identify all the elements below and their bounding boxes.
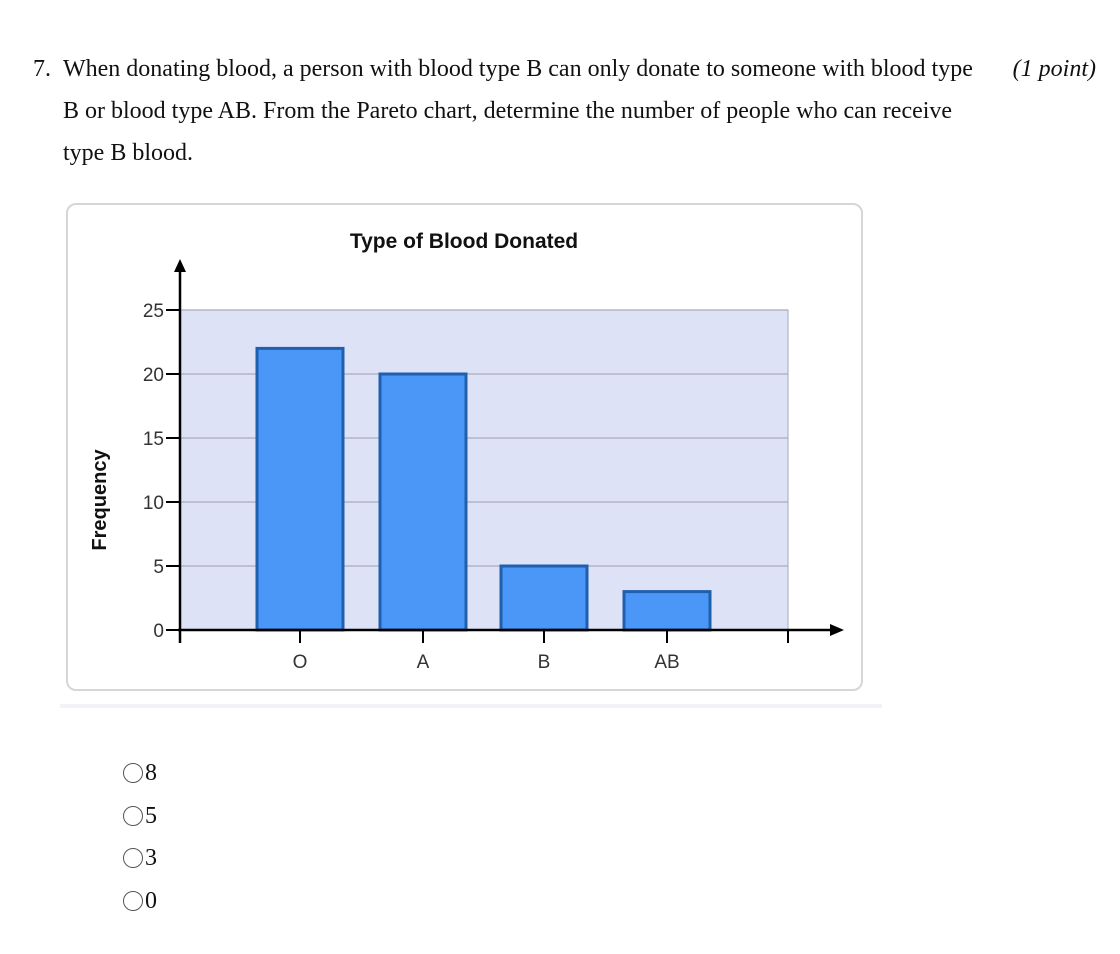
bar-a xyxy=(380,374,466,630)
chart-panel xyxy=(66,203,863,691)
x-tick-label: O xyxy=(292,652,308,673)
y-tick-label: 0 xyxy=(153,621,164,642)
x-tick-label: A xyxy=(416,652,430,673)
x-tick-label: B xyxy=(537,652,551,673)
y-tick-label: 15 xyxy=(142,429,164,450)
answer-choice-4[interactable] xyxy=(123,880,157,923)
question-text: When donating blood, a person with blood type B can only donate to someone with blood type B or blood type AB. From the Pareto chart, determine the number of people who can receive type B blood. xyxy=(63,56,973,166)
y-axis-arrow xyxy=(174,259,186,272)
answer-choice-label: 8 xyxy=(145,760,157,787)
x-axis-arrow xyxy=(830,624,844,636)
y-axis-label: Frequency xyxy=(89,449,111,551)
bar-ab xyxy=(624,592,710,630)
answer-choice-3[interactable] xyxy=(123,837,157,880)
question-number: 7. xyxy=(33,56,51,82)
answer-choices xyxy=(123,752,157,922)
answer-choice-2[interactable] xyxy=(123,795,157,838)
radio-button[interactable] xyxy=(123,763,143,783)
bar-o xyxy=(257,348,343,630)
bar-b xyxy=(501,566,587,630)
answer-choice-label: 3 xyxy=(145,845,157,872)
y-tick-label: 20 xyxy=(142,365,164,386)
pareto-chart xyxy=(68,205,861,689)
chart-title: Type of Blood Donated xyxy=(349,230,579,253)
radio-button[interactable] xyxy=(123,848,143,868)
chart-panel-shadow xyxy=(60,704,882,708)
answer-choice-label: 0 xyxy=(145,887,157,914)
radio-button[interactable] xyxy=(123,806,143,826)
radio-button[interactable] xyxy=(123,891,143,911)
answer-choice-1[interactable] xyxy=(123,752,157,795)
y-tick-label: 10 xyxy=(142,493,164,514)
x-tick-label: AB xyxy=(654,652,680,673)
y-tick-label: 25 xyxy=(142,301,164,322)
answer-choice-label: 5 xyxy=(145,802,157,829)
y-tick-label: 5 xyxy=(153,557,164,578)
question-points: (1 point) xyxy=(1012,56,1096,82)
